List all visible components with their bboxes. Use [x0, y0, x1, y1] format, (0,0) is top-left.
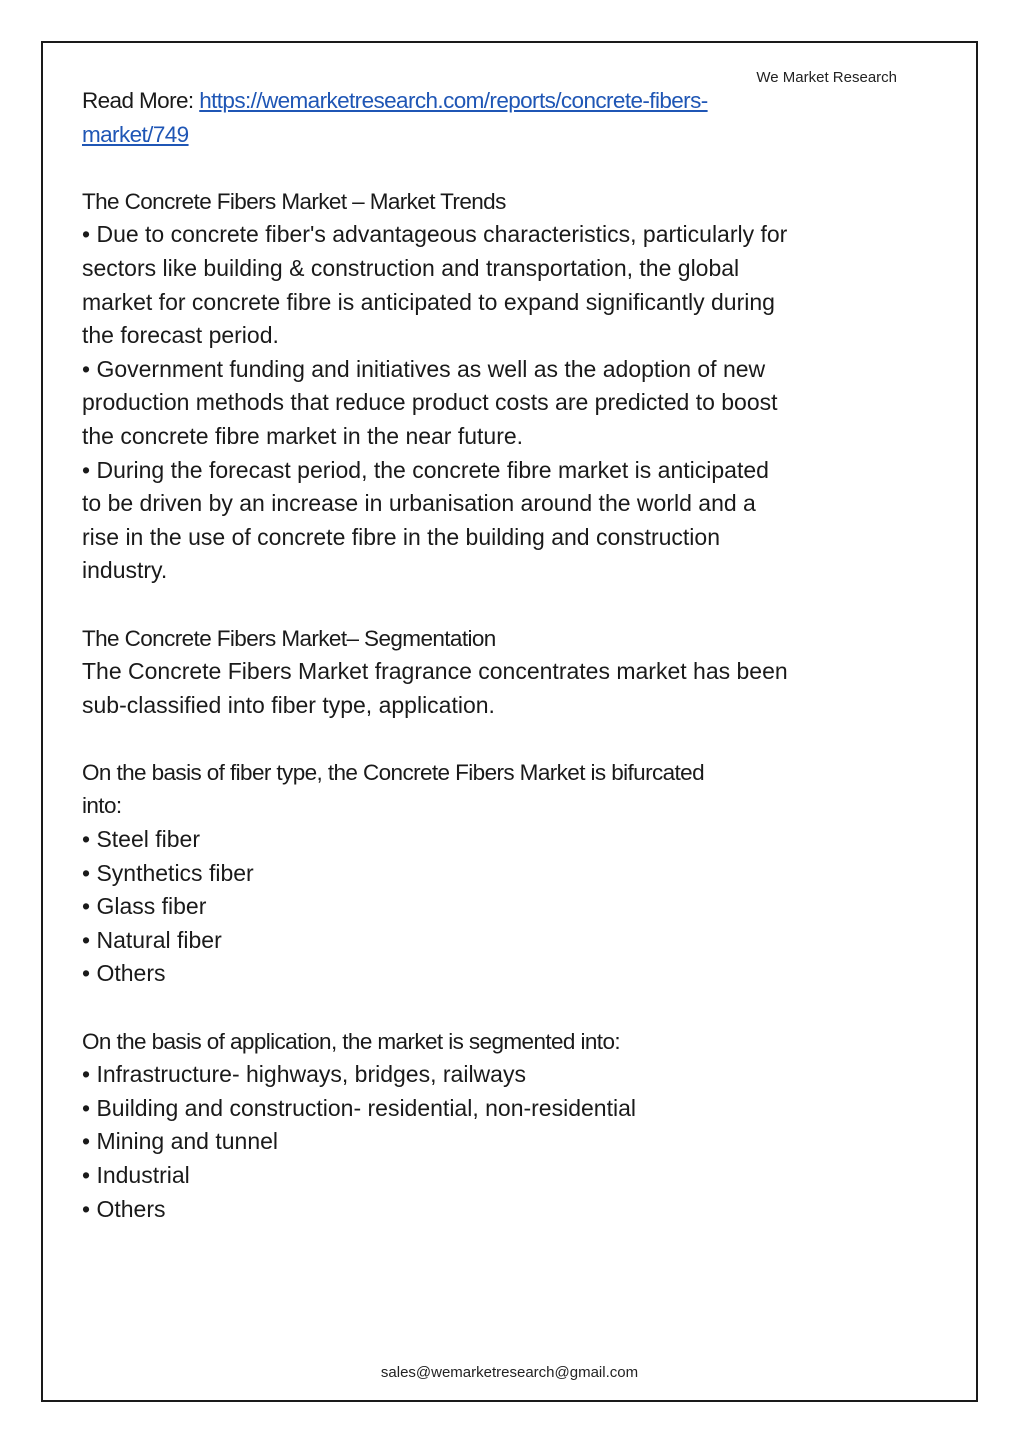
trend-item-2-line-1: • Government funding and initiatives as well as the adoption of new [82, 355, 766, 382]
read-more-line-2 [82, 118, 872, 152]
trend-item-3-line-1: • During the forecast period, the concrete fibre market is anticipated [82, 456, 769, 483]
bullet: • [82, 893, 91, 920]
bullet: • [82, 1061, 91, 1088]
fiber-type-heading-line-2: into: [82, 793, 122, 819]
trend-item-2-line-2: production methods that reduce product costs are predicted to boost [82, 389, 778, 416]
bullet: • [82, 1162, 91, 1188]
bullet: • [82, 859, 91, 886]
fiber-type-heading-line-1: On the basis of fiber type, the Concrete Fibers Market is bifurcated [82, 759, 705, 785]
read-more-label: Read More: [82, 88, 200, 113]
trend-item-3-line-2: to be driven by an increase in urbanisation around the world and a [82, 490, 756, 517]
read-more-link-continued[interactable]: market/749 [82, 121, 189, 147]
application-heading: On the basis of application, the market is segmented into: [82, 1028, 621, 1054]
bullet: • [82, 826, 91, 853]
trend-item-1-line-2: sectors like building & construction and transportation, the global [82, 254, 740, 281]
trends-heading: The Concrete Fibers Market – Market Trends [82, 188, 506, 214]
trend-item-3-line-4: industry. [82, 557, 168, 584]
bullet: • [82, 221, 91, 248]
segmentation-heading: The Concrete Fibers Market– Segmentation [82, 625, 496, 651]
list-item: • Synthetics fiber [82, 859, 254, 886]
list-item: • Others [82, 960, 166, 987]
list-item: • Glass fiber [82, 893, 207, 920]
list-item: • Mining and tunnel [82, 1128, 279, 1155]
bullet: • [82, 1128, 91, 1155]
trend-item-3-line-3: rise in the use of concrete fibre in the building and construction [82, 523, 720, 550]
list-item: • Others [82, 1195, 166, 1222]
bullet: • [82, 1094, 91, 1121]
read-more-link[interactable]: https://wemarketresearch.com/reports/concrete-fibers- [199, 88, 708, 113]
footer-email[interactable]: sales@wemarketresearch@gmail.com [380, 1364, 639, 1381]
bullet: • [82, 456, 91, 483]
application-list [82, 1058, 872, 1226]
list-item: • Building and construction- residential, non-residential [82, 1094, 636, 1121]
header-brand: We Market Research [756, 69, 897, 86]
segmentation-line-1: The Concrete Fibers Market fragrance concentrates market has been [82, 658, 788, 685]
bullet: • [82, 926, 91, 953]
bullet: • [82, 355, 91, 382]
list-item: • Steel fiber [82, 826, 201, 853]
read-more-line-1 [82, 84, 872, 118]
trend-item-1-line-4: the forecast period. [82, 322, 279, 349]
trend-item-1-line-3: market for concrete fibre is anticipated to expand significantly during [82, 288, 775, 315]
segmentation-line-2: sub-classified into fiber type, application. [82, 691, 495, 718]
bullet: • [82, 1195, 91, 1222]
list-item: • Industrial [82, 1162, 190, 1188]
trend-item-2-line-3: the concrete fibre market in the near future. [82, 422, 524, 449]
bullet: • [82, 960, 91, 987]
document-body [82, 84, 872, 1226]
fiber-type-list [82, 823, 872, 991]
list-item: • Natural fiber [82, 926, 222, 953]
list-item: • Infrastructure- highways, bridges, railways [82, 1061, 526, 1088]
trend-item-1-line-1: • Due to concrete fiber's advantageous characteristics, particularly for [82, 221, 788, 248]
